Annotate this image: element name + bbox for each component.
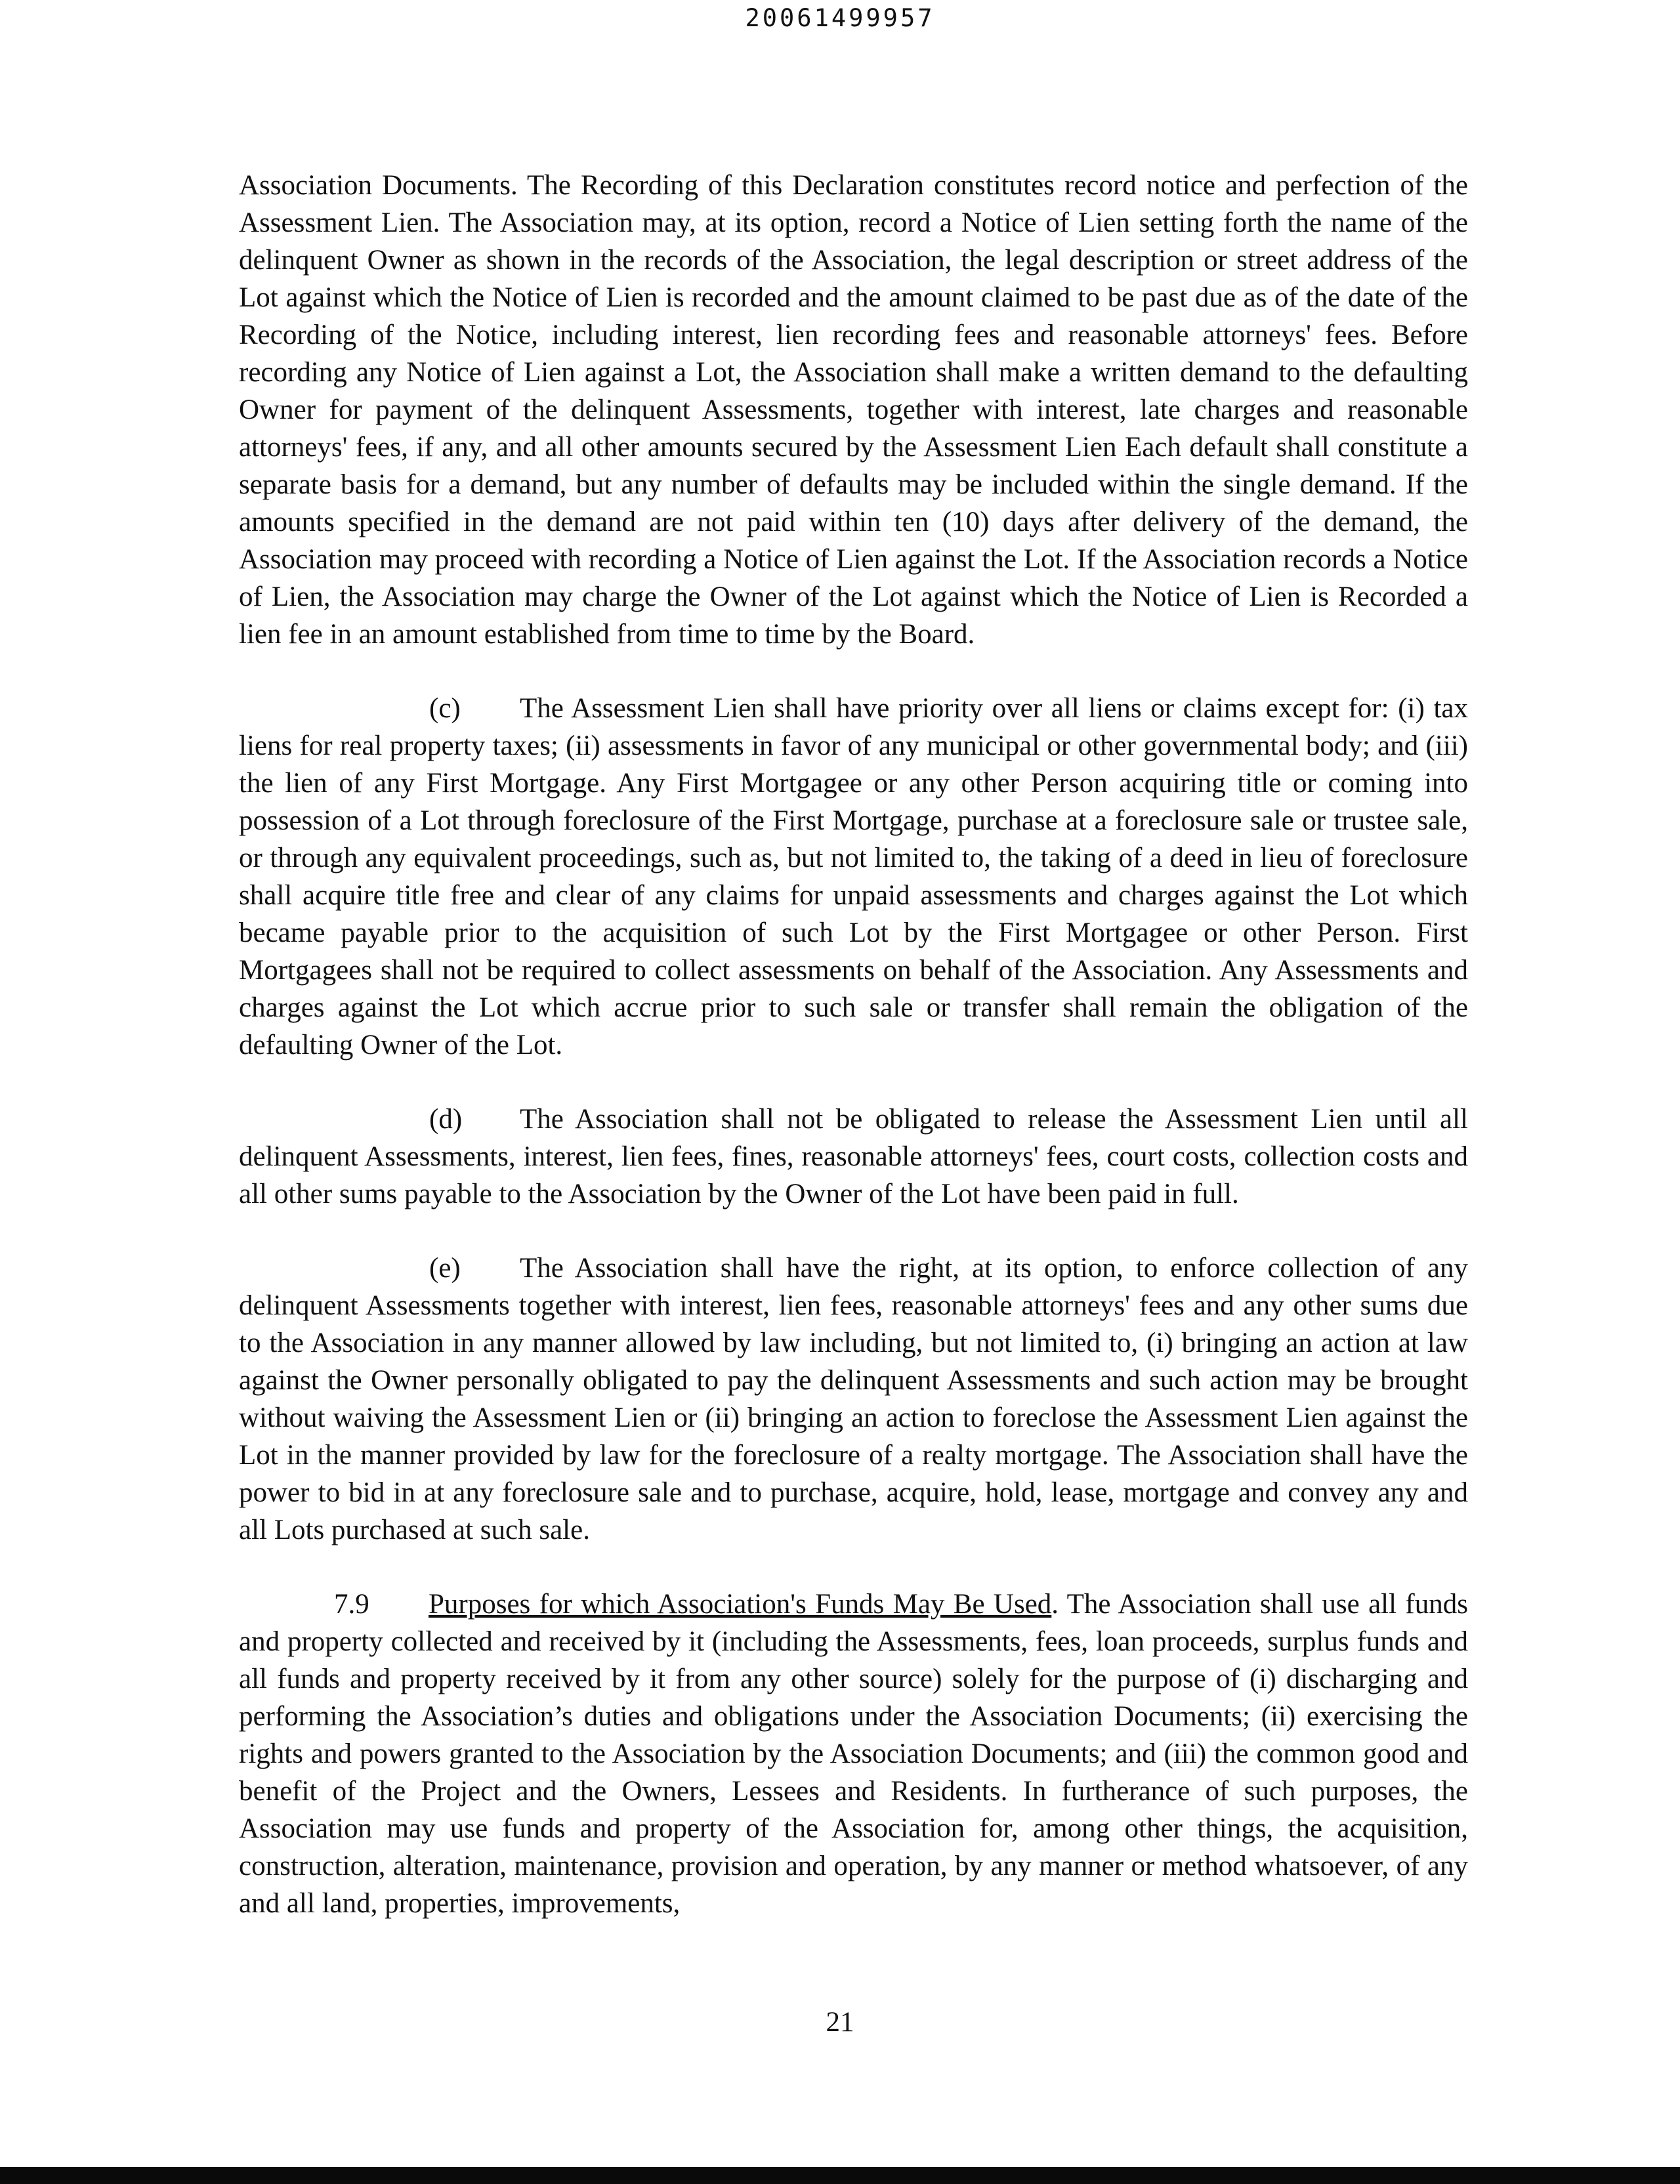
paragraph-continuation-text: Association Documents. The Recording of this Declaration constitutes record notice and perfection of the Assessment Lien. The Association may, at its option, record a Notice of Lien setting forth the name of the delinquent Owner as shown in the records of the Association, the legal description or street address of the Lot against which the Notice of Lien is recorded and the amount claimed to be past due as of the date of the Recording of the Notice, including interest, lien recording fees and reasonable attorneys' fees. Before recording any Notice of Lien against a Lot, the Association shall make a written demand to the defaulting Owner for payment of the delinquent Assessments, together with interest, late charges and reasonable attorneys' fees, if any, and all other amounts secured by the Assessment Lien Each default shall constitute a separate basis for a demand, but any number of defaults may be included within the single demand. If the amounts specified in the demand are not paid within ten (10) days after delivery of the demand, the Association may proceed with recording a Notice of Lien against the Lot. If the Association records a Notice of Lien, the Association may charge the Owner of the Lot against which the Notice of Lien is Recorded a lien fee in an amount established from time to time by the Board.: [239, 170, 1468, 650]
scan-edge-bar: [0, 2167, 1680, 2184]
section-7-9-number: 7.9: [334, 1589, 369, 1620]
body-text: [239, 167, 1468, 1959]
paragraph-c-text: The Assessment Lien shall have priority over all liens or claims except for: (i) tax liens for real property taxes; (ii) assessments in favor of any municipal or other governmental body; and (iii) the lien of any First Mortgage. Any First Mortgagee or any other Person acquiring title or coming into possession of a Lot through foreclosure of the First Mortgage, purchase at a foreclosure sale or trustee sale, or through any equivalent proceedings, such as, but not limited to, the taking of a deed in lieu of foreclosure shall acquire title free and clear of any claims for unpaid assessments and charges against the Lot which became payable prior to the acquisition of such Lot by the First Mortgagee or other Person. First Mortgagees shall not be required to collect assessments on behalf of the Association. Any Assessments and charges against the Lot which accrue prior to such sale or transfer shall remain the obligation of the defaulting Owner of the Lot.: [239, 693, 1468, 1060]
paragraph-c: [239, 690, 1468, 1064]
paragraph-d: [239, 1101, 1468, 1213]
section-7-9: [239, 1586, 1468, 1922]
paragraph-e: [239, 1250, 1468, 1549]
section-7-9-heading-end: .: [1051, 1589, 1059, 1620]
section-7-9-heading: Purposes for which Association's Funds May Be Used: [429, 1589, 1052, 1620]
paragraph-continuation: [239, 167, 1468, 653]
paragraph-d-label: (d): [429, 1104, 463, 1135]
paragraph-d-text: The Association shall not be obligated to release the Assessment Lien until all delinquent Assessments, interest, lien fees, fines, reasonable attorneys' fees, court costs, collection costs and all other sums payable to the Association by the Owner of the Lot have been paid in full.: [239, 1104, 1468, 1209]
document-number: 20061499957: [745, 4, 935, 32]
paragraph-e-label: (e): [429, 1253, 461, 1284]
page-number: 21: [826, 2007, 854, 2038]
paragraph-e-text: The Association shall have the right, at its option, to enforce collection of any delinquent Assessments together with interest, lien fees, reasonable attorneys' fees and any other sums due to the Association in any manner allowed by law including, but not limited to, (i) bringing an action at law against the Owner personally obligated to pay the delinquent Assessments and such action may be brought without waiving the Assessment Lien or (ii) bringing an action to foreclose the Assessment Lien against the Lot in the manner provided by law for the foreclosure of a realty mortgage. The Association shall have the power to bid in at any foreclosure sale and to purchase, acquire, hold, lease, mortgage and convey any and all Lots purchased at such sale.: [239, 1253, 1468, 1545]
paragraph-c-label: (c): [429, 693, 461, 724]
section-7-9-text: The Association shall use all funds and property collected and received by it (including the Assessments, fees, loan proceeds, surplus funds and all funds and property received by it from any other source) solely for the purpose of (i) discharging and performing the Association’s duties and obligations under the Association Documents; (ii) exercising the rights and powers granted to the Association by the Association Documents; and (iii) the common good and benefit of the Project and the Owners, Lessees and Residents. In furtherance of such purposes, the Association may use funds and property of the Association for, among other things, the acquisition, construction, alteration, maintenance, provision and operation, by any manner or method whatsoever, of any and all land, properties, improvements,: [239, 1589, 1468, 1919]
